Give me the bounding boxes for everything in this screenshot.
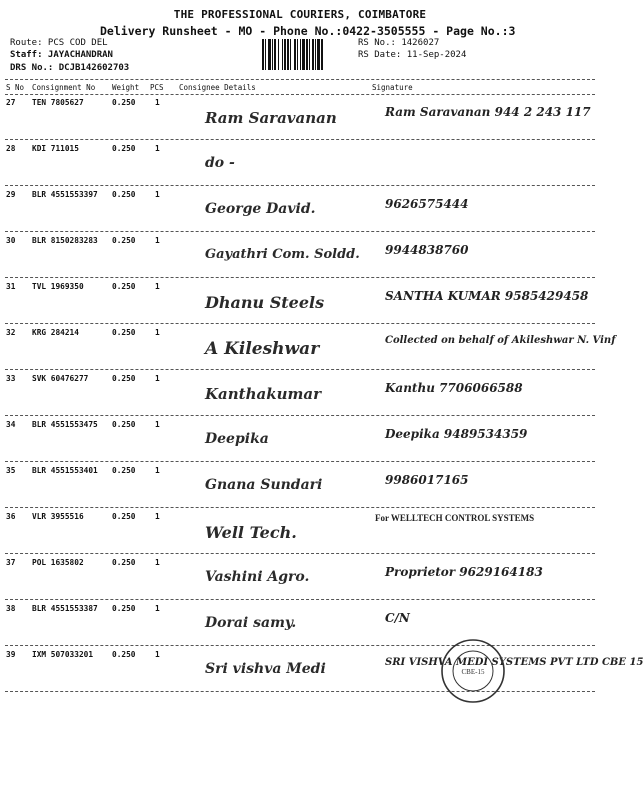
drs-number: DRS No.: DCJB142602703 (10, 63, 130, 73)
svg-text:CBE-15: CBE-15 (461, 668, 485, 676)
consignee-handwriting: Kanthakumar (205, 385, 322, 403)
consignee-handwriting: Gayathri Com. Soldd. (205, 247, 360, 262)
row-weight: 0.250 (112, 328, 136, 337)
row-consignment-no: TEN 7805627 (32, 98, 84, 107)
row-consignment-no: BLR 4551553387 (32, 604, 98, 613)
signature: SRI VISHVA MEDI SYSTEMS PVT LTD CBE 15 (385, 657, 643, 668)
col-signature: Signature (372, 83, 413, 92)
row-sno: 36 (6, 512, 16, 521)
row-weight: 0.250 (112, 282, 136, 291)
row-consignment-no: BLR 8150283283 (32, 236, 98, 245)
consignee-handwriting: Dhanu Steels (205, 293, 325, 312)
rs-number: RS No.: 1426027 (358, 38, 440, 48)
consignee-handwriting: Sri vishva Medi (205, 661, 326, 677)
row-sno: 35 (6, 466, 16, 475)
table-row (5, 139, 595, 186)
row-consignment-no: SVK 60476277 (32, 374, 89, 383)
row-pcs: 1 (155, 558, 160, 567)
row-weight: 0.250 (112, 650, 136, 659)
signature: Ram Saravanan 944 2 243 117 (385, 105, 591, 119)
signature: 9626575444 (385, 197, 469, 211)
signature: Collected on behalf of Akileshwar N. Vinf (385, 335, 616, 346)
runsheet-title: Delivery Runsheet - MO - Phone No.:0422-3505555 - Page No.:3 (100, 24, 516, 38)
row-weight: 0.250 (112, 374, 136, 383)
company-seal (438, 636, 508, 706)
table-row (5, 507, 595, 554)
consignee-handwriting: do - (205, 155, 235, 171)
row-weight: 0.250 (112, 558, 136, 567)
row-pcs: 1 (155, 374, 160, 383)
row-pcs: 1 (155, 512, 160, 521)
row-pcs: 1 (155, 98, 160, 107)
consignee-handwriting: Gnana Sundari (205, 477, 323, 493)
consignee-handwriting: Vashini Agro. (205, 569, 310, 585)
row-pcs: 1 (155, 328, 160, 337)
row-weight: 0.250 (112, 236, 136, 245)
signature: Proprietor 9629164183 (385, 565, 543, 579)
company-title: THE PROFESSIONAL COURIERS, COIMBATORE (173, 8, 427, 21)
row-sno: 38 (6, 604, 16, 613)
row-pcs: 1 (155, 190, 160, 199)
row-pcs: 1 (155, 466, 160, 475)
signature: Kanthu 7706066588 (385, 381, 523, 395)
col-weight: Weight (112, 83, 140, 92)
row-sno: 33 (6, 374, 16, 383)
row-sno: 28 (6, 144, 16, 153)
row-weight: 0.250 (112, 512, 136, 521)
company-stamp: For WELLTECH CONTROL SYSTEMS (375, 513, 535, 523)
col-consignee: Consignee Details (179, 83, 256, 92)
row-consignment-no: POL 1635802 (32, 558, 84, 567)
consignee-handwriting: A Kileshwar (205, 339, 320, 359)
row-consignment-no: BLR 4551553397 (32, 190, 98, 199)
table-row (5, 461, 595, 508)
signature: C/N (385, 611, 410, 625)
consignee-handwriting: George David. (205, 201, 316, 217)
consignee-handwriting: Ram Saravanan (205, 109, 337, 127)
signature: SANTHA KUMAR 9585429458 (385, 289, 589, 303)
signature: Deepika 9489534359 (385, 427, 528, 441)
consignee-handwriting: Deepika (205, 431, 269, 447)
route-label: Route: PCS COD DEL (10, 38, 108, 48)
row-consignment-no: BLR 4551553475 (32, 420, 98, 429)
row-weight: 0.250 (112, 98, 136, 107)
row-pcs: 1 (155, 144, 160, 153)
row-weight: 0.250 (112, 144, 136, 153)
row-consignment-no: VLR 3955516 (32, 512, 84, 521)
row-consignment-no: KDI 711015 (32, 144, 79, 153)
row-pcs: 1 (155, 420, 160, 429)
signature: 9944838760 (385, 243, 469, 257)
signature: 9986017165 (385, 473, 469, 487)
table-row (5, 553, 595, 600)
row-sno: 39 (6, 650, 16, 659)
rs-date: RS Date: 11-Sep-2024 (358, 50, 467, 60)
row-sno: 27 (6, 98, 16, 107)
row-consignment-no: TVL 1969350 (32, 282, 84, 291)
col-consignment: Consignment No (32, 83, 96, 92)
table-row (5, 277, 595, 324)
row-pcs: 1 (155, 282, 160, 291)
table-row (5, 415, 595, 462)
consignee-handwriting: Well Tech. (205, 523, 297, 542)
row-weight: 0.250 (112, 420, 136, 429)
table-row (5, 185, 595, 232)
row-consignment-no: KRG 284214 (32, 328, 79, 337)
row-sno: 31 (6, 282, 16, 291)
staff-label: Staff: JAYACHANDRAN (10, 50, 113, 60)
table-row (5, 231, 595, 278)
table-row (5, 323, 616, 370)
consignee-handwriting: Dorai samy. (205, 615, 297, 631)
row-pcs: 1 (155, 236, 160, 245)
row-pcs: 1 (155, 650, 160, 659)
row-sno: 32 (6, 328, 16, 337)
table-row (5, 93, 595, 140)
barcode (262, 39, 346, 70)
row-sno: 34 (6, 420, 16, 429)
col-pcs: PCS (150, 83, 164, 92)
row-weight: 0.250 (112, 466, 136, 475)
row-weight: 0.250 (112, 190, 136, 199)
col-sno: S No (6, 83, 25, 92)
row-sno: 37 (6, 558, 16, 567)
row-sno: 29 (6, 190, 16, 199)
row-sno: 30 (6, 236, 16, 245)
row-consignment-no: BLR 4551553401 (32, 466, 98, 475)
table-row (5, 369, 595, 416)
row-pcs: 1 (155, 604, 160, 613)
row-consignment-no: IXM 507033201 (32, 650, 94, 659)
row-weight: 0.250 (112, 604, 136, 613)
